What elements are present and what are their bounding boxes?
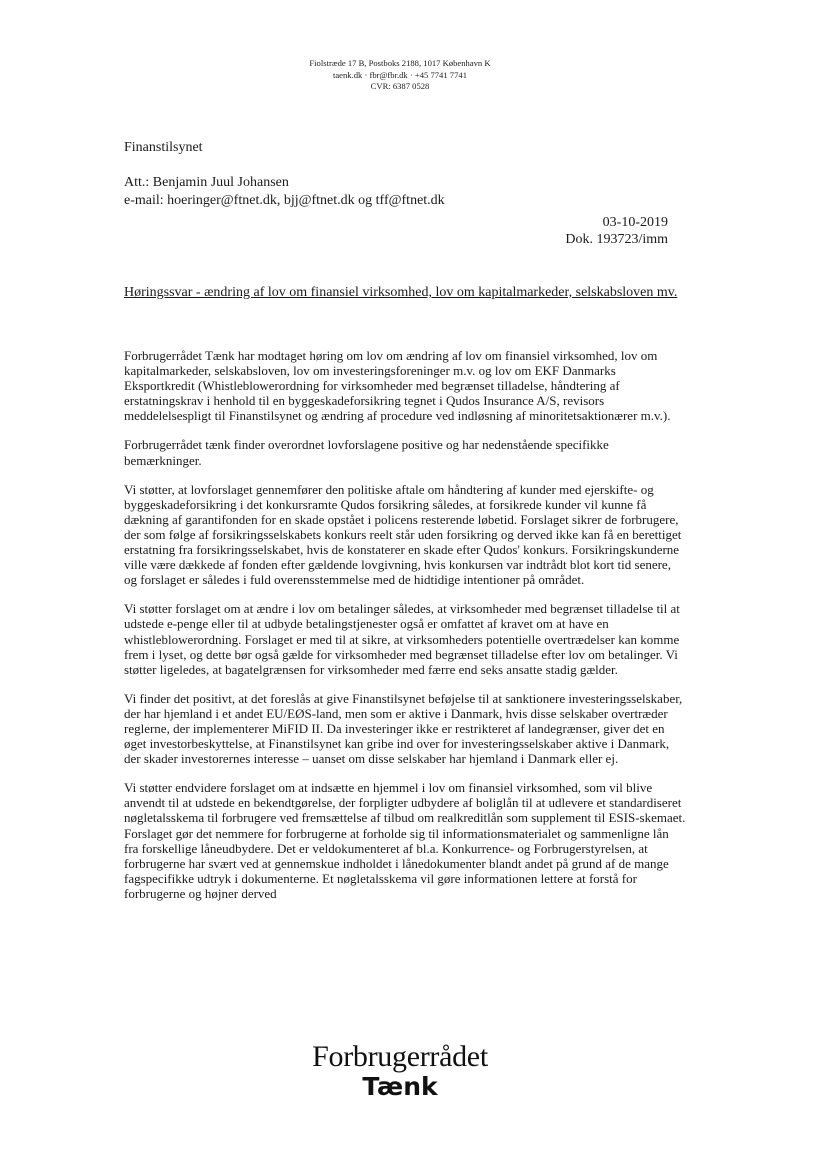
- letter-date: 03-10-2019: [602, 215, 668, 230]
- logo-main-text: Forbrugerrådet: [312, 1040, 488, 1073]
- logo-sub-text: Tænk: [362, 1072, 438, 1101]
- document-reference: Dok. 193723/imm: [565, 232, 668, 247]
- body-paragraph: Forbrugerrådet tænk finder overordnet lovforslagene positive og har nedenstående specifikke bemærkninger.: [124, 437, 609, 468]
- sender-cvr: CVR: 6387 0528: [370, 81, 430, 91]
- recipient-email: e-mail: hoeringer@ftnet.dk, bjj@ftnet.dk og tff@ftnet.dk: [124, 193, 445, 208]
- body-paragraph: Vi støtter, at lovforslaget gennemfører den politiske aftale om håndtering af kunder med ejerskifte- og byggeskadeforsikring i det konkursramte Qudos forsikring således, at forsikrede kunder vil kunne få dækning af garantifonden for en skade opstået i policens resterende løbetid. Forslaget sikrer de forbrugere, der som følge af forsikringsselskabets konkurs reelt står uden forsikring og derved ikke kan få en berettiget erstatning fra forsikringsselskabet, hvis de konstaterer en skade efter Qudos' konkurs. Forsikringskunderne ville være dækkede af fonden efter gældende lovgivning, hvis konkursen var indtrådt blot kort tid senere, og forslaget er således i fuld overensstemmelse med de hidtidige intentioner på området.: [124, 481, 682, 588]
- body-paragraph: Forbrugerrådet Tænk har modtaget høring om lov om ændring af lov om finansiel virksomhed, lov om kapitalmarkeder, selskabsloven, lov om investeringsforeninger m.v. og lov om EKF Danmarks Eksportkredit (Whistleblowerordning for virksomheder med begrænset tilladelse, håndtering af erstatningskrav i henhold til en byggeskadeforsikring tegnet i Qudos Insurance A/S, revisors meddelelsespligt til Finanstilsynet og ændring af procedure ved indløsning af minoritetsaktionærer m.v.).: [124, 348, 671, 424]
- body-paragraph: Vi støtter endvidere forslaget om at indsætte en hjemmel i lov om finansiel virksomhed, som vil blive anvendt til at udstede en bekendtgørelse, der forpligter udbydere af boliglån til at udlevere et standardiseret nøgletalsskema til forbrugere ved fremsættelse af tilbud om realkreditlån som supplement til ESIS-skemaet. Forslaget gør det nemmere for forbrugerne at forholde sig til informationsmaterialet og sammenligne lån fra forskellige låneudbydere. Det er veldokumenteret af bl.a. Konkurrence- og Forbrugerstyrelsen, at forbrugerne har svært ved at gennemskue indholdet i lånedokumenter blandt andet på grund af de mange fagspecifikke udtryk i dokumenterne. Et nøgletalsskema vil gøre informationen lettere at forstå for forbrugerne og højner derved: [124, 780, 686, 901]
- recipient-contact: [124, 174, 445, 210]
- letter-body: [124, 348, 686, 915]
- recipient-att: Att.: Benjamin Juul Johansen: [124, 175, 289, 190]
- date-block: [565, 214, 668, 248]
- sender-address: Fiolstræde 17 B, Postboks 2188, 1017 København K: [309, 58, 491, 68]
- forbrugerraadet-logo: [300, 1040, 500, 1100]
- body-paragraph: Vi finder det positivt, at det foreslås at give Finanstilsynet beføjelse til at sanktionere investeringsselskaber, der har hjemland i et andet EU/EØS-land, men som er aktive i Danmark, hvis disse selskaber overtræder reglerne, der implementerer MiFID II. Da investeringer ikke er restrikteret af landegrænser, giver det en øget investorbeskyttelse, at Finanstilsynet kan gribe ind over for investeringsselskaber aktive i Danmark, der skader investorernes interesse – uanset om disse selskaber har hjemland i Danmark eller ej.: [124, 690, 683, 767]
- recipient-name: Finanstilsynet: [124, 140, 203, 155]
- subject-line: Høringssvar - ændring af lov om finansiel virksomhed, lov om kapitalmarkeder, selskabsloven mv.: [124, 285, 678, 300]
- body-paragraph: Vi støtter forslaget om at ændre i lov om betalinger således, at virksomheder med begrænset tilladelse til at udstede e-penge eller til at udbyde betalingstjenester også er omfattet af kravet om at have en whistleblowerordning. Forslaget er med til at sikre, at virksomheders potentielle overtrædelser kan komme frem i lyset, og dette bør også gælde for virksomheder med begrænset tilladelse efter lov om betalinger. Vi støtter ligeledes, at bagatelgrænsen for virksomheder med færre end seks ansatte stadig gælder.: [124, 601, 680, 677]
- sender-header: [250, 58, 550, 93]
- sender-contact: taenk.dk · fbr@fbr.dk · +45 7741 7741: [332, 69, 467, 80]
